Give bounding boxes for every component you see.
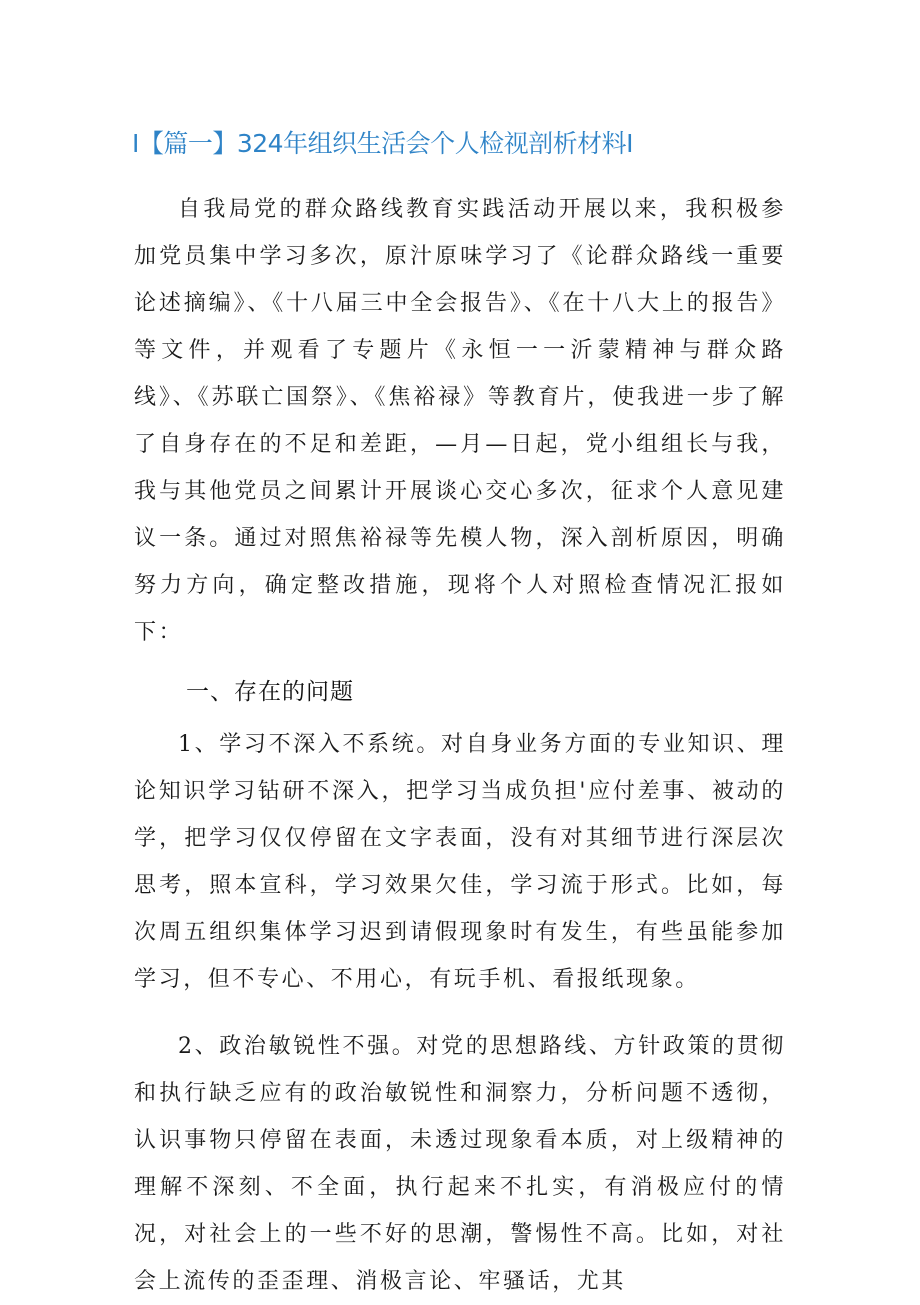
intro-paragraph: 自我局党的群众路线教育实践活动开展以来，我积极参加党员集中学习多次，原汁原味学习了《论群众路线一重要论述摘编》、《十八届三中全会报告》、《在十八大上的报告》等文件，并观看了专题片《永恒一一沂蒙精神与群众路线》、《苏联亡国祭》、《焦裕禄》等教育片，使我进一步了解了自身存在的不足和差距，—月—日起，党小组组长与我，我与其他党员之间累计开展谈心交心多次，征求个人意见建议一条。通过对照焦裕禄等先模人物，深入剖析原因，明确努力方向，确定整改措施，现将个人对照检查情况汇报如下： [134, 197, 786, 645]
item-paragraph-2: 2、政治敏锐性不强。对党的思想路线、方针政策的贯彻和执行缺乏应有的政治敏锐性和洞察力，分析问题不透彻，认识事物只停留在表面，未透过现象看本质，对上级精神的理解不深刻、不全面，执行起来不扎实，有消极应付的情况，对社会上的一些不好的思潮，警惕性不高。比如，对社会上流传的歪歪理、消极言论、牢骚话，尤其 [134, 1034, 786, 1294]
document-body [134, 186, 786, 1305]
section-heading: 一、存在的问题 [186, 679, 354, 705]
document-title: I【篇一】324年组织生活会个人检视剖析材料I [132, 129, 633, 158]
item-paragraph-1: 1、学习不深入不系统。对自身业务方面的专业知识、理论知识学习钻研不深入，把学习当成负担'应付差事、被动的学，把学习仅仅停留在文字表面，没有对其细节进行深层次思考，照本宣科，学习效果欠佳，学习流于形式。比如，每次周五组织集体学习迟到请假现象时有发生，有些虽能参加学习，但不专心、不用心，有玩手机、看报纸现象。 [134, 732, 786, 992]
